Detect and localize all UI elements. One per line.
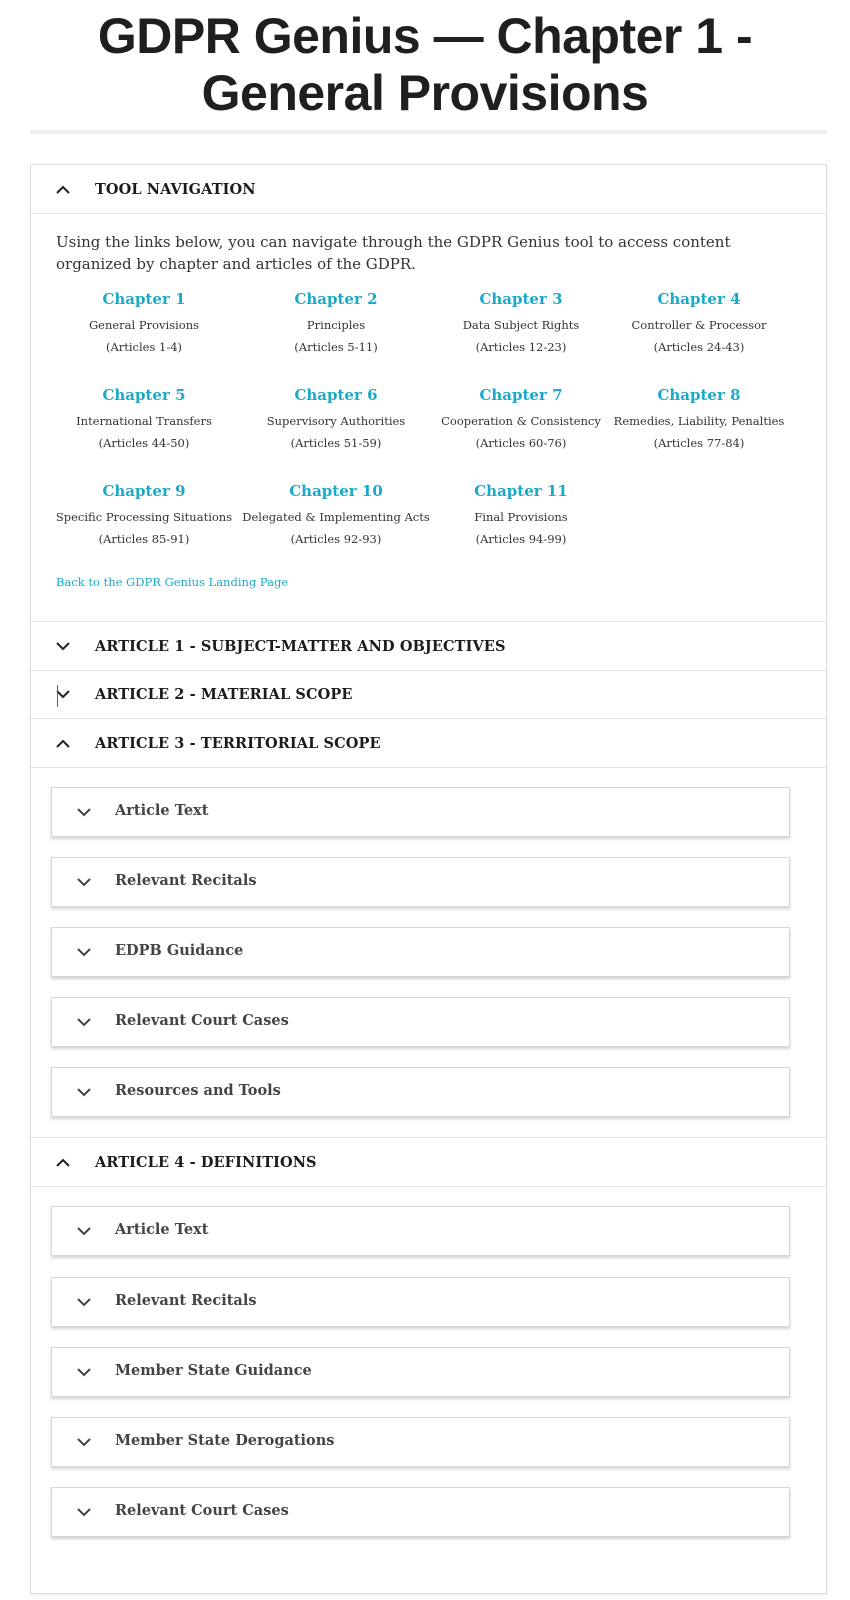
chapter-name: Specific Processing Situations — [55, 510, 233, 524]
article-3-section-relevant-recitals[interactable] — [51, 857, 790, 907]
article-4-section-relevant-court-cases[interactable] — [51, 1487, 790, 1537]
chevron-down-icon — [74, 1432, 94, 1452]
focus-indicator — [57, 685, 58, 707]
article-4-title: ARTICLE 4 - DEFINITIONS — [95, 1153, 317, 1171]
chapter-1-link[interactable]: Chapter 1 — [102, 290, 186, 308]
accordion-panel — [30, 164, 827, 1594]
chapter-range: (Articles 51-59) — [290, 436, 382, 450]
chapter-range: (Articles 5-11) — [294, 340, 378, 354]
chapter-item — [241, 289, 431, 358]
chapter-2-link[interactable]: Chapter 2 — [294, 290, 378, 308]
chapter-item — [49, 289, 239, 358]
chapter-name: Principles — [306, 318, 366, 332]
chapter-name: International Transfers — [76, 414, 212, 428]
article-4-section-article-text[interactable] — [51, 1206, 790, 1256]
chapter-name: Delegated & Implementing Acts — [242, 510, 430, 524]
chapter-8-link[interactable]: Chapter 8 — [657, 386, 741, 404]
chapter-range: (Articles 85-91) — [98, 532, 190, 546]
section-title: Resources and Tools — [115, 1082, 281, 1099]
chapter-item — [426, 289, 616, 358]
back-to-landing-link[interactable]: Back to the GDPR Genius Landing Page — [56, 575, 289, 589]
chapter-item — [241, 385, 431, 454]
chapter-item — [426, 385, 616, 454]
article-3-title: ARTICLE 3 - TERRITORIAL SCOPE — [95, 734, 381, 752]
section-title: Article Text — [115, 802, 209, 819]
chevron-down-icon — [74, 1362, 94, 1382]
chapter-range: (Articles 94-99) — [475, 532, 567, 546]
section-title: Article Text — [115, 1221, 209, 1238]
tool-navigation-header[interactable] — [31, 165, 826, 214]
chevron-down-icon — [74, 802, 94, 822]
chevron-down-icon — [74, 1012, 94, 1032]
chapter-4-link[interactable]: Chapter 4 — [657, 290, 741, 308]
title-divider — [30, 130, 827, 134]
chapter-6-link[interactable]: Chapter 6 — [294, 386, 378, 404]
article-3-section-resources-and-tools[interactable] — [51, 1067, 790, 1117]
chevron-down-icon — [74, 1292, 94, 1312]
chapter-name: Supervisory Authorities — [266, 414, 406, 428]
chevron-up-icon — [53, 179, 73, 199]
chapter-item — [604, 385, 794, 454]
chapter-item — [49, 481, 239, 550]
chapter-item — [426, 481, 616, 550]
section-title: Member State Derogations — [115, 1432, 335, 1449]
chapter-3-link[interactable]: Chapter 3 — [479, 290, 563, 308]
chapter-range: (Articles 77-84) — [653, 436, 745, 450]
chapter-item — [241, 481, 431, 550]
chapter-range: (Articles 24-43) — [653, 340, 745, 354]
page-title-text: GDPR Genius — Chapter 1 - General Provisions — [97, 8, 753, 121]
chapter-name: Controller & Processor — [631, 318, 767, 332]
page-title — [0, 0, 850, 122]
chapter-item — [49, 385, 239, 454]
chapter-name: Cooperation & Consistency — [441, 414, 601, 428]
section-title: Relevant Court Cases — [115, 1012, 289, 1029]
section-title: Relevant Court Cases — [115, 1502, 289, 1519]
article-3-section-edpb-guidance[interactable] — [51, 927, 790, 977]
chevron-down-icon — [74, 1502, 94, 1522]
tool-navigation-title: TOOL NAVIGATION — [95, 180, 256, 198]
chevron-down-icon — [74, 942, 94, 962]
article-1-header[interactable] — [31, 621, 826, 671]
chapter-10-link[interactable]: Chapter 10 — [289, 482, 383, 500]
chapter-range: (Articles 1-4) — [105, 340, 183, 354]
chevron-down-icon — [53, 684, 73, 704]
chapter-name: Remedies, Liability, Penalties — [613, 414, 785, 428]
article-3-header[interactable] — [31, 719, 826, 768]
tool-navigation-intro: Using the links below, you can navigate through the GDPR Genius tool to access content organized by chapter and articles of the GDPR. — [56, 233, 731, 273]
chevron-down-icon — [74, 1082, 94, 1102]
chapter-range: (Articles 92-93) — [290, 532, 382, 546]
section-title: Relevant Recitals — [115, 1292, 257, 1309]
article-2-header[interactable] — [31, 670, 826, 719]
chapter-name: Data Subject Rights — [462, 318, 580, 332]
chevron-down-icon — [74, 872, 94, 892]
chapter-5-link[interactable]: Chapter 5 — [102, 386, 186, 404]
section-title: Member State Guidance — [115, 1362, 312, 1379]
chevron-down-icon — [74, 1221, 94, 1241]
chapter-7-link[interactable]: Chapter 7 — [479, 386, 563, 404]
article-4-header[interactable] — [31, 1137, 826, 1187]
chapter-9-link[interactable]: Chapter 9 — [102, 482, 186, 500]
article-1-title: ARTICLE 1 - SUBJECT-MATTER AND OBJECTIVES — [95, 637, 506, 655]
article-3-section-article-text[interactable] — [51, 787, 790, 837]
chapter-range: (Articles 44-50) — [98, 436, 190, 450]
section-title: Relevant Recitals — [115, 872, 257, 889]
chevron-up-icon — [53, 733, 73, 753]
chapter-11-link[interactable]: Chapter 11 — [474, 482, 568, 500]
chevron-down-icon — [53, 636, 73, 656]
article-4-section-member-state-derogations[interactable] — [51, 1417, 790, 1467]
chapter-item — [604, 289, 794, 358]
chapter-name: Final Provisions — [474, 510, 568, 524]
article-4-section-relevant-recitals[interactable] — [51, 1277, 790, 1327]
chapter-range: (Articles 12-23) — [475, 340, 567, 354]
chapter-name: General Provisions — [88, 318, 200, 332]
article-2-title: ARTICLE 2 - MATERIAL SCOPE — [95, 685, 353, 703]
section-title: EDPB Guidance — [115, 942, 244, 959]
article-4-section-member-state-guidance[interactable] — [51, 1347, 790, 1397]
chapter-range: (Articles 60-76) — [475, 436, 567, 450]
chevron-up-icon — [53, 1152, 73, 1172]
article-3-section-relevant-court-cases[interactable] — [51, 997, 790, 1047]
